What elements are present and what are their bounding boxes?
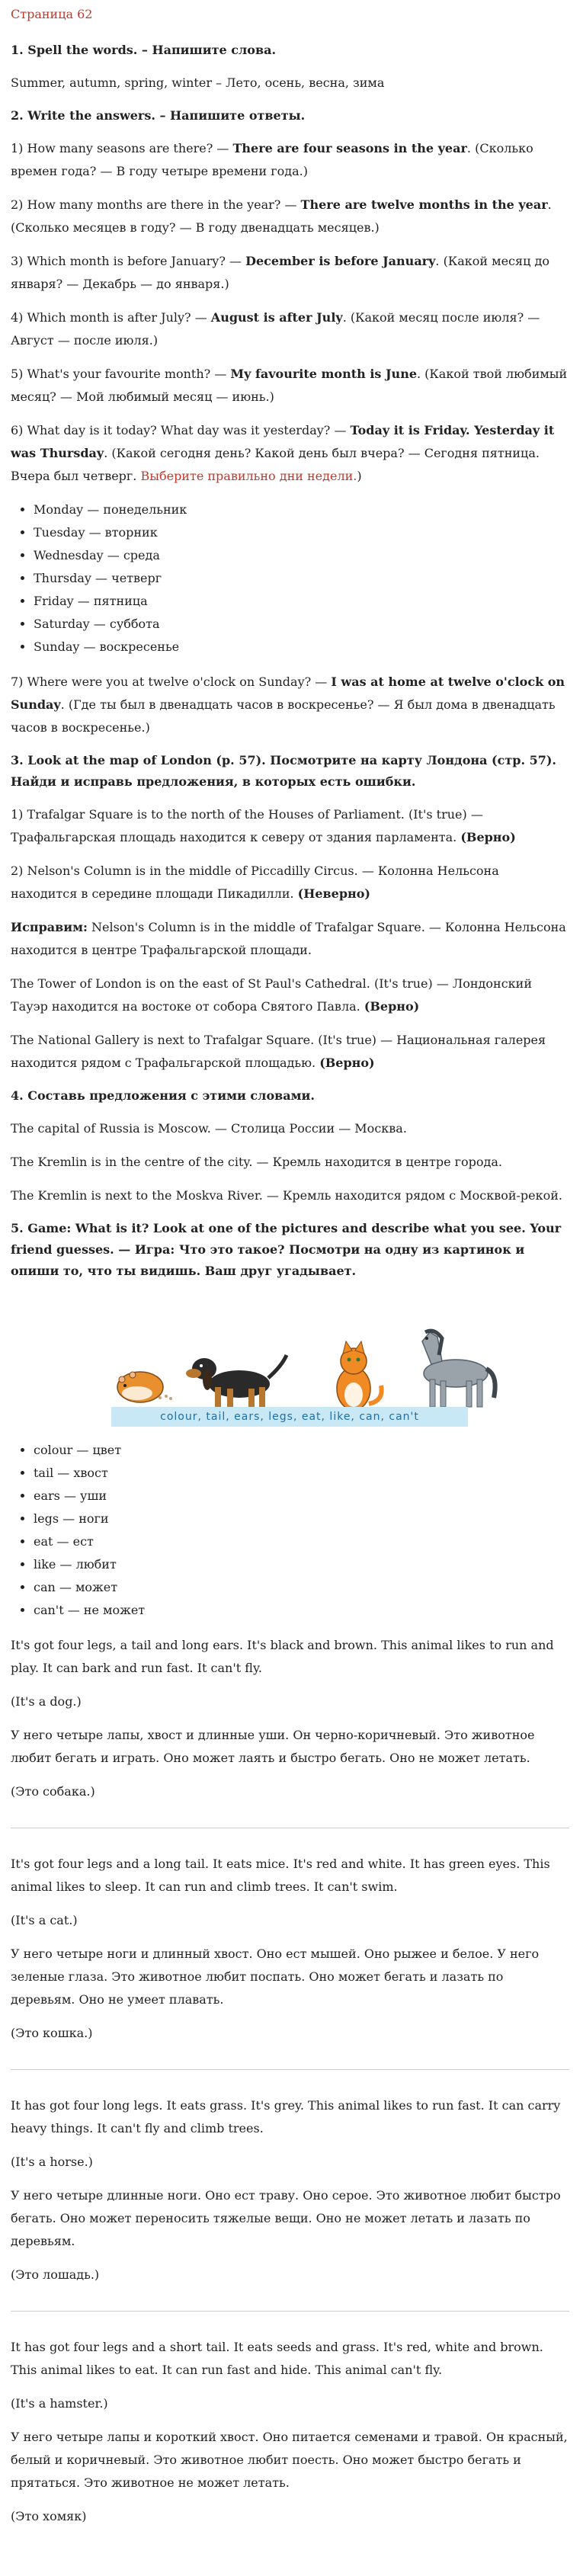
verdict: (Неверно) <box>297 886 370 901</box>
list-item: • Thursday — четверг <box>34 567 569 590</box>
answer-text: My favourite month is June <box>230 367 417 381</box>
statement-text: The National Gallery is next to Trafalgar Square. (It's true) — Национальная галерея находится рядом с Трафальгарской площадью. <box>11 1033 546 1070</box>
animals-illustration <box>11 1325 569 1431</box>
list-item: • tail — хвост <box>34 1462 569 1485</box>
answer-text: I was at home at twelve o'clock on Sunday <box>11 674 565 712</box>
sentence: The capital of Russia is Moscow. — Столица России — Москва. <box>11 1121 407 1136</box>
answer-ru: (Это собака.) <box>11 1784 95 1799</box>
answer-ru: (Это хомяк) <box>11 2509 87 2523</box>
description-en: It's got four legs and a long tail. It eats mice. It's red and white. It has green eyes. This animal likes to sleep. It can run and climb trees. It can't swim. <box>11 1857 550 1894</box>
translation-text: . (Какой твой любимый месяц? — Мой любимый месяц — июнь.) <box>11 367 568 404</box>
question-text: 7) Where were you at twelve o'clock on Sunday? — <box>11 674 332 689</box>
answer-ru: (Это лошадь.) <box>11 2267 100 2282</box>
exercise-3-heading: 3. Look at the map of London (p. 57). Посмотрите на карту Лондона (стр. 57). Найди и исправь предложения, в которых есть ошибки. <box>11 753 556 789</box>
verdict: (Верно) <box>460 830 516 844</box>
question-text: 6) What day is it today? What day was it yesterday? — <box>11 423 351 437</box>
list-item: • Tuesday — вторник <box>34 521 569 544</box>
list-item: • Monday — понедельник <box>34 498 569 521</box>
statement-text: 2) Nelson's Column is in the middle of Piccadilly Circus. — Колонна Нельсона находится в середине площади Пикадилли. <box>11 863 499 901</box>
description-en: It has got four long legs. It eats grass. It's grey. This animal likes to run fast. It can carry heavy things. It can't fly and climb trees. <box>11 2098 561 2135</box>
statement-4 <box>11 1029 569 1075</box>
answer-2 <box>11 194 569 239</box>
vocabulary-bar: colour, tail, ears, legs, eat, like, can, can't <box>111 1407 468 1427</box>
question-text: 1) How many seasons are there? — <box>11 141 233 155</box>
statement-1 <box>11 803 569 849</box>
translation-text: . (Какой сегодня день? Какой день был вчера? — Сегодня пятница. Вчера был четверг. <box>11 446 540 483</box>
description-ru: У него четыре ноги и длинный хвост. Оно ест мышей. Оно рыжее и белое. У него зеленые глаза. Это животное любит поспать. Оно может бегать и лазать по деревьям. Оно не умеет плавать. <box>11 1946 540 2007</box>
verdict: (Верно) <box>319 1056 375 1070</box>
answer-1 <box>11 137 569 183</box>
instruction-note: Выберите правильно дни недели. <box>140 469 357 483</box>
answer-6 <box>11 419 569 488</box>
sentence: The Kremlin is next to the Moskva River. — Кремль находится рядом с Москвой-рекой. <box>11 1188 563 1203</box>
answer-text: August is after July <box>210 310 343 325</box>
closing-paren: ) <box>357 469 362 483</box>
cat-image <box>337 1341 382 1410</box>
answer-5 <box>11 363 569 409</box>
list-item: • can't — не может <box>34 1599 569 1622</box>
horse-image <box>422 1331 495 1407</box>
description-ru: У него четыре лапы, хвост и длинные уши. Он черно-коричневый. Это животное любит бегать и играть. Оно может лаять и быстро бегать. Оно не может летать. <box>11 1728 535 1765</box>
answer-4 <box>11 306 569 352</box>
list-item: • like — любит <box>34 1553 569 1576</box>
translation-text: . (Какой месяц до января? — Декабрь — до января.) <box>11 254 549 291</box>
dog-image <box>186 1355 287 1410</box>
exercise-1-heading: 1. Spell the words. – Напишите слова. <box>11 43 277 57</box>
answer-ru: (Это кошка.) <box>11 2026 93 2040</box>
description-ru: У него четыре лапы и короткий хвост. Оно питается семенами и травой. Он красный, белый и коричневый. Это животное любит поесть. Оно может быстро бегать и прятаться. Это животное не может летать. <box>11 2430 568 2490</box>
statement-text: 1) Trafalgar Square is to the north of the Houses of Parliament. (It's true) — Трафальгарская площадь находится к северу от здания парламента. <box>11 807 483 844</box>
translation-text: . (Сколько месяцев в году? — В году двенадцать месяцев.) <box>11 197 552 235</box>
exercise-5-heading: 5. Game: What is it? Look at one of the pictures and describe what you see. Your friend guesses. — Игра: Что это такое? Посмотри на одну из картинок и опиши то, что ты видишь. Ваш друг угадывает. <box>11 1221 562 1278</box>
translation-text: . (Где ты был в двенадцать часов в воскресенье? — Я был дома в двенадцать часов в воскресенье.) <box>11 697 556 735</box>
list-item: • Wednesday — среда <box>34 544 569 567</box>
answer-text: There are four seasons in the year <box>232 141 467 155</box>
correction <box>11 916 569 962</box>
description-en: It's got four legs, a tail and long ears. It's black and brown. This animal likes to run and play. It can bark and run fast. It can't fly. <box>11 1638 554 1675</box>
statement-text: The Tower of London is on the east of St Paul's Cathedral. (It's true) — Лондонский Тауэр находится на востоке от собора Святого Павла. <box>11 976 532 1014</box>
question-text: 4) Which month is after July? — <box>11 310 211 325</box>
weekdays-list <box>11 498 569 658</box>
answer-text: Today it is Friday. Yesterday it was Thursday <box>11 423 555 460</box>
vocabulary-list <box>11 1439 569 1622</box>
exercise-1-text: Summer, autumn, spring, winter – Лето, осень, весна, зима <box>11 75 385 90</box>
divider <box>11 2069 569 2070</box>
exercise-4-heading: 4. Составь предложения с этими словами. <box>11 1088 315 1103</box>
list-item: • Friday — пятница <box>34 590 569 613</box>
answer-en: (It's a dog.) <box>11 1694 82 1709</box>
correction-label: Исправим: <box>11 920 88 934</box>
page-label: Страница 62 <box>11 7 93 21</box>
hamster-image <box>117 1372 172 1402</box>
translation-text: . (Сколько времен года? — В году четыре времени года.) <box>11 141 533 178</box>
answer-en: (It's a horse.) <box>11 2155 93 2169</box>
divider <box>11 2311 569 2312</box>
answer-7 <box>11 671 569 739</box>
translation-text: . (Какой месяц после июля? — Август — после июля.) <box>11 310 540 348</box>
list-item: • can — может <box>34 1576 569 1599</box>
answer-en: (It's a hamster.) <box>11 2396 108 2411</box>
list-item: • ears — уши <box>34 1485 569 1507</box>
list-item: • legs — ноги <box>34 1507 569 1530</box>
list-item: • Saturday — суббота <box>34 613 569 636</box>
statement-3 <box>11 972 569 1018</box>
list-item: • eat — ест <box>34 1530 569 1553</box>
exercise-2-heading: 2. Write the answers. – Напишите ответы. <box>11 108 306 123</box>
correction-text: Nelson's Column is in the middle of Trafalgar Square. — Колонна Нельсона находится в центре Трафальгарской площади. <box>11 920 566 957</box>
answer-text: December is before January <box>245 254 436 268</box>
list-item: • colour — цвет <box>34 1439 569 1462</box>
answer-3 <box>11 250 569 296</box>
description-en: It has got four legs and a short tail. It eats seeds and grass. It's red, white and brown. This animal likes to eat. It can run fast and hide. This animal can't fly. <box>11 2340 543 2377</box>
question-text: 3) Which month is before January? — <box>11 254 246 268</box>
question-text: 2) How many months are there in the year? — <box>11 197 301 212</box>
answer-text: There are twelve months in the year <box>300 197 548 212</box>
list-item: • Sunday — воскресенье <box>34 636 569 658</box>
sentence: The Kremlin is in the centre of the city. — Кремль находится в центре города. <box>11 1155 502 1169</box>
answer-en: (It's a cat.) <box>11 1913 78 1927</box>
description-ru: У него четыре длинные ноги. Оно ест траву. Оно серое. Это животное любит быстро бегать. Оно может переносить тяжелые вещи. Оно не может летать и лазать по деревьям. <box>11 2188 561 2248</box>
statement-2 <box>11 860 569 905</box>
verdict: (Верно) <box>364 999 420 1014</box>
question-text: 5) What's your favourite month? — <box>11 367 231 381</box>
